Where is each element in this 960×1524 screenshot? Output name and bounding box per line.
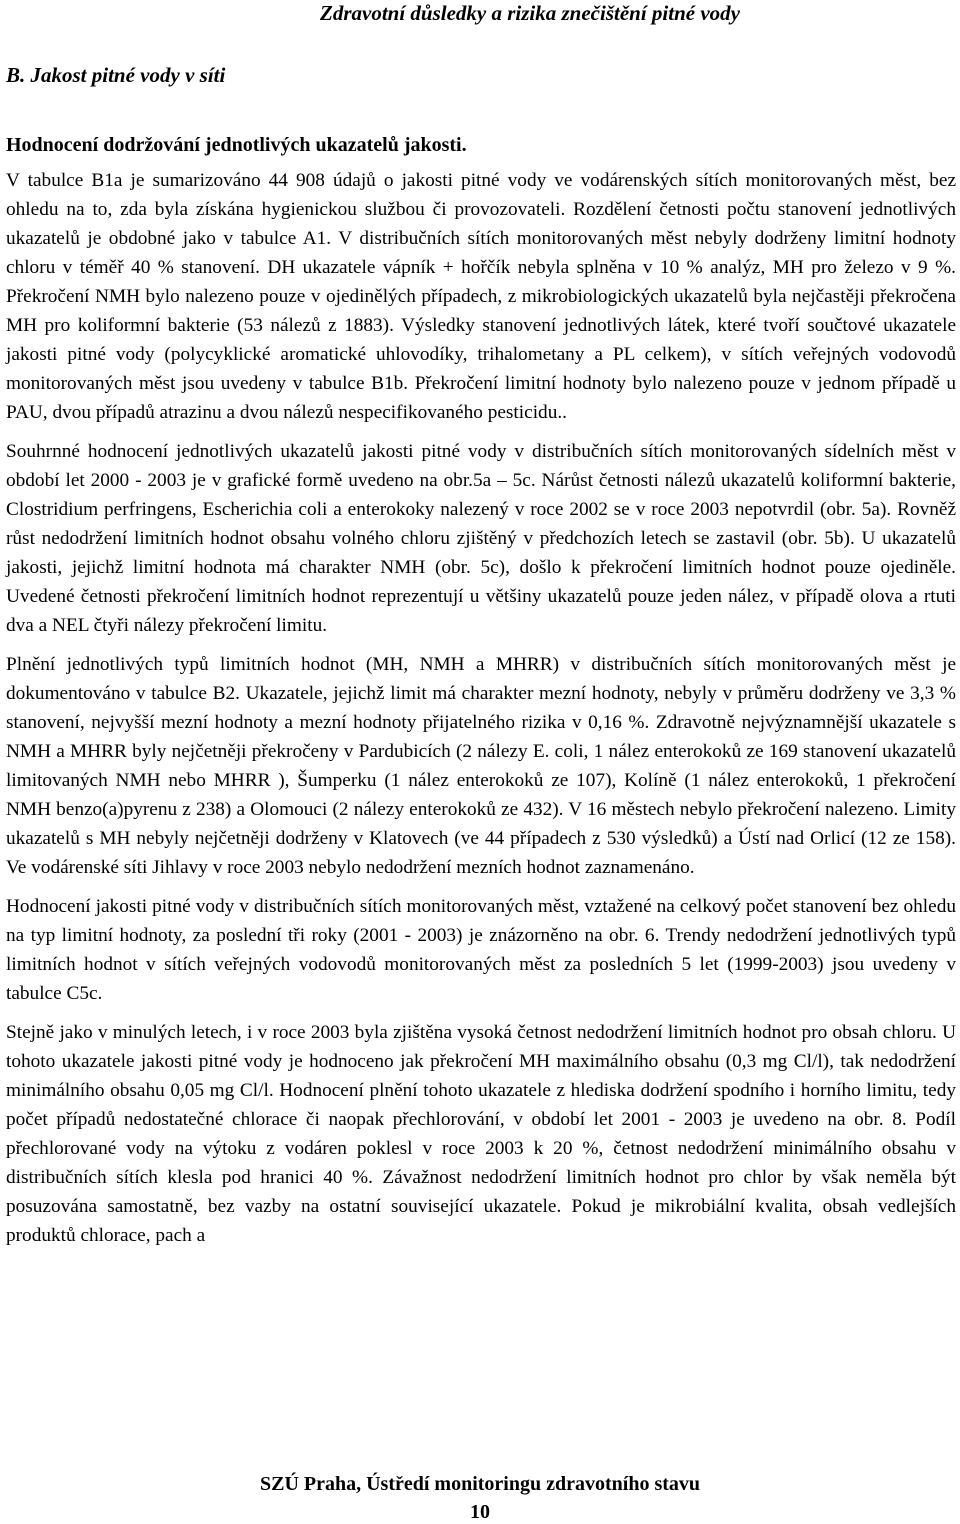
paragraph-2: Souhrnné hodnocení jednotlivých ukazatelů jakosti pitné vody v distribučních sítích monitorovaných sídelních měst v období let 2000 - 2003 je v grafické formě uvedeno na obr.5a – 5c. Nárůst četnosti nálezů ukazatelů koliformní bakterie, Clostridium perfringens, Escherichia coli a enterokoky nalezený v roce 2002 se v roce 2003 nepotvrdil (obr. 5a). Rovněž růst nedodržení limitních hodnot obsahu volného chloru zjištěný v předchozích letech se zastavil (obr. 5b). U ukazatelů jakosti, jejichž limitní hodnota má charakter NMH (obr. 5c), došlo k překročení limitních hodnot pouze ojediněle. Uvedené četnosti překročení limitních hodnot reprezentují u většiny ukazatelů pouze jeden nález, v případě olova a rtuti dva a NEL čtyři nálezy překročení limitu.: [6, 441, 956, 636]
paragraph-4: Hodnocení jakosti pitné vody v distribučních sítích monitorovaných měst, vztažené na celkový počet stanovení bez ohledu na typ limitní hodnoty, za poslední tři roky (2001 - 2003) je znázorněno na obr. 6. Trendy nedodržení jednotlivých typů limitních hodnot v sítích veřejných vodovodů monitorovaných měst za posledních 5 let (1999-2003) jsou uvedeny v tabulce C5c.: [6, 896, 956, 1004]
paragraph-3: Plnění jednotlivých typů limitních hodnot (MH, NMH a MHRR) v distribučních sítích monitorovaných měst je dokumentováno v tabulce B2. Ukazatele, jejichž limit má charakter mezní hodnoty, nebyly v průměru dodrženy ve 3,3 % stanovení, nejvyšší mezní hodnoty a mezní hodnoty přijatelného rizika v 0,16 %. Zdravotně nejvýznamnější ukazatele s NMH a MHRR byly nejčetněji překročeny v Pardubicích (2 nálezy E. coli, 1 nález enterokoků ze 169 stanovení ukazatelů limitovaných NMH nebo MHRR ), Šumperku (1 nález enterokoků ze 107), Kolíně (1 nález enterokoků, 1 překročení NMH benzo(a)pyrenu z 238) a Olomouci (2 nálezy enterokoků ze 432). V 16 městech nebylo překročení nalezeno. Limity ukazatelů s MH nebyly nejčetněji dodrženy v Klatovech (ve 44 případech z 530 výsledků) a Ústí nad Orlicí (12 ze 158). Ve vodárenské síti Jihlavy v roce 2003 nebylo nedodržení mezních hodnot zaznamenáno.: [6, 654, 956, 878]
page-number: 10: [470, 1501, 490, 1523]
subsection-heading: Hodnocení dodržování jednotlivých ukazatelů jakosti.: [6, 134, 467, 156]
footer-institution: SZÚ Praha, Ústředí monitoringu zdravotního stavu: [259, 1473, 701, 1495]
section-title: B. Jakost pitné vody v síti: [6, 63, 226, 87]
running-header: Zdravotní důsledky a rizika znečištění pitné vody: [320, 1, 740, 25]
paragraph-1: V tabulce B1a je sumarizováno 44 908 údajů o jakosti pitné vody ve vodárenských sítích monitorovaných měst, bez ohledu na to, zda byla získána hygienickou službou či provozovateli. Rozdělení četnosti počtu stanovení jednotlivých ukazatelů je obdobné jako v tabulce A1. V distribučních sítích monitorovaných měst nebyly dodrženy limitní hodnoty chloru v téměř 40 % stanovení. DH ukazatele vápník + hořčík nebyla splněna v 10 % analýz, MH pro železo v 9 %. Překročení NMH bylo nalezeno pouze v ojedinělých případech, z mikrobiologických ukazatelů byla nejčastěji překročena MH pro koliformní bakterie (53 nálezů z 1883). Výsledky stanovení jednotlivých látek, které tvoří součtové ukazatele jakosti pitné vody (polycyklické aromatické uhlovodíky, trihalometany a PL celkem), v sítích veřejných vodovodů monitorovaných měst jsou uvedeny v tabulce B1b. Překročení limitní hodnoty bylo nalezeno pouze v jednom případě u PAU, dvou případů atrazinu a dvou nálezů nespecifikovaného pesticidu..: [6, 170, 956, 423]
body-text: [6, 166, 956, 1260]
paragraph-5: Stejně jako v minulých letech, i v roce 2003 byla zjištěna vysoká četnost nedodržení limitních hodnot pro obsah chloru. U tohoto ukazatele jakosti pitné vody je hodnoceno jak překročení MH maximálního obsahu (0,3 mg Cl/l), tak nedodržení minimálního obsahu 0,05 mg Cl/l. Hodnocení plnění tohoto ukazatele z hlediska dodržení spodního i horního limitu, tedy počet případů nedostatečné chlorace či naopak přechlorování, v období let 2001 - 2003 je uvedeno na obr. 8. Podíl přechlorované vody na výtoku z vodáren poklesl v roce 2003 k 20 %, četnost nedodržení minimálního obsahu v distribučních sítích klesla pod hranici 40 %. Závažnost nedodržení limitních hodnot pro chlor by však neměla být posuzována samostatně, bez vazby na ostatní související ukazatele. Pokud je mikrobiální kvalita, obsah vedlejších produktů chlorace, pach a: [6, 1022, 956, 1246]
